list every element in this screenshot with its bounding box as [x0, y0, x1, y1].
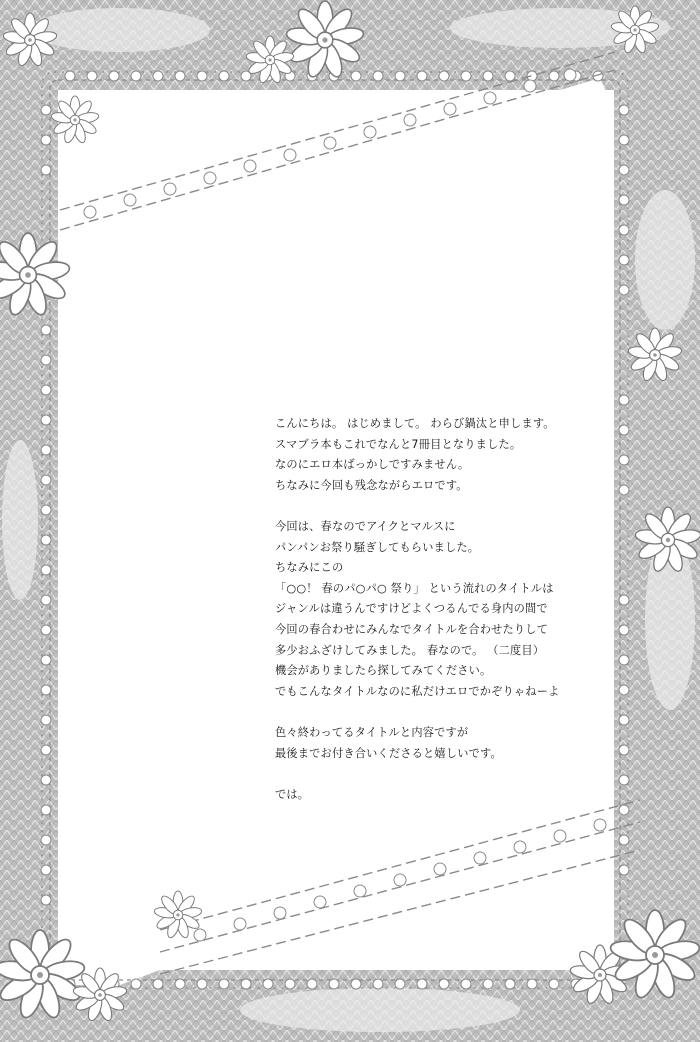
- text-line: でもこんなタイトルなのに私だけエロでかぞりゃねーよ: [275, 684, 560, 698]
- text-line: 今回は、春なのでアイクとマルスに: [275, 519, 456, 533]
- text-line: では。: [275, 787, 310, 801]
- text-line: 機会がありましたら探してみてください。: [275, 664, 492, 678]
- text-line: 色々終わってるタイトルと内容ですが: [275, 725, 469, 739]
- text-line: ちなみに今回も残念ながらエロです。: [275, 478, 468, 492]
- paragraph-closing: [275, 785, 615, 806]
- text-line: ジャンルは違うんですけどよくつるんでる身内の間で: [275, 602, 548, 616]
- text-line: こんにちは。 はじめまして。 わらび鍋汰と申します。: [275, 417, 555, 430]
- afterword-text: [275, 414, 615, 826]
- text-line: ちなみにこの: [275, 561, 344, 575]
- text-line: 「○○！ 春のパ○パ○ 祭り」 という流れのタイトルは: [275, 581, 554, 595]
- text-line: スマブラ本もこれでなんと7冊目となりました。: [275, 437, 522, 451]
- text-line: 最後までお付き合いくださると嬉しいです。: [275, 746, 502, 760]
- text-line: パンパンお祭り騒ぎしてもらいました。: [275, 540, 480, 554]
- paragraph-thanks: [275, 723, 615, 764]
- paragraph-about: [275, 517, 615, 702]
- paragraph-greeting: [275, 414, 615, 496]
- text-line: 多少おふざけしてみました。 春なので。 （二度目）: [275, 643, 545, 657]
- text-line: なのにエロ本ばっかしですみません。: [275, 458, 470, 472]
- text-line: 今回の春合わせにみんなでタイトルを合わせたりして: [275, 622, 549, 636]
